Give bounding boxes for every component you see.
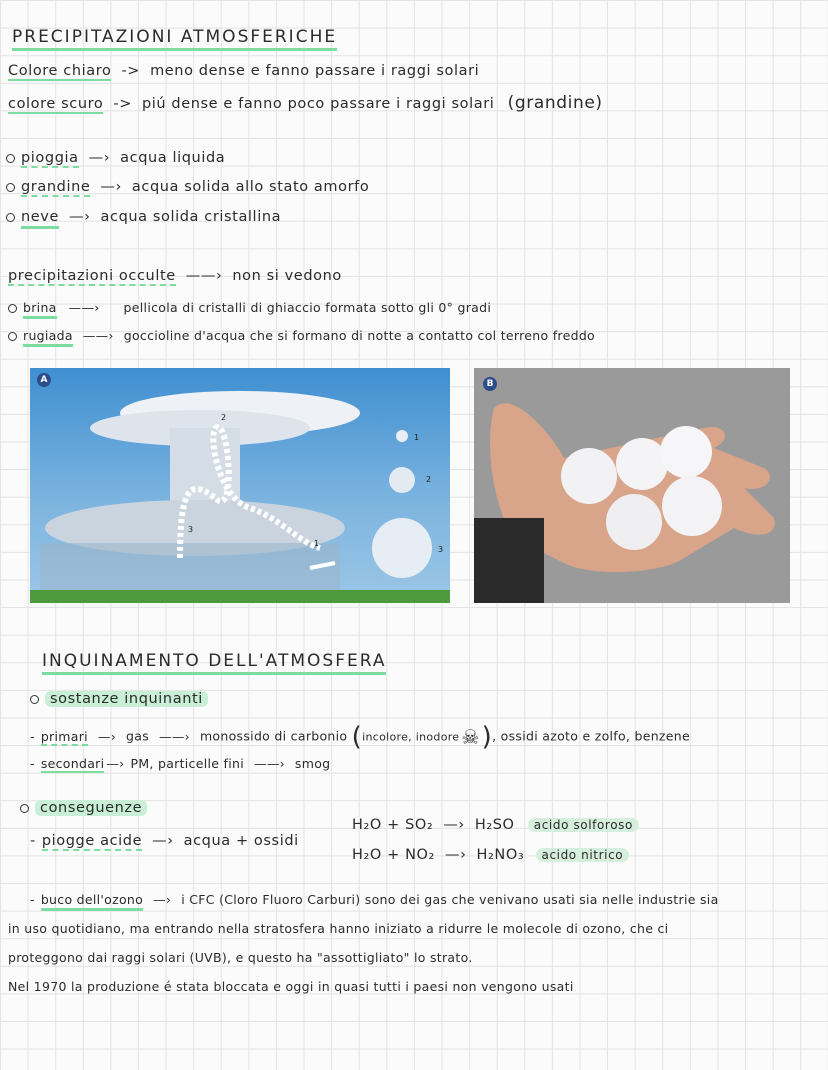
arrow: —› xyxy=(100,179,122,195)
arrow: ——› xyxy=(254,756,285,771)
rain-area xyxy=(40,543,340,593)
equation-1 xyxy=(352,817,639,833)
arrow: —› xyxy=(444,847,467,863)
hailstone xyxy=(660,426,712,478)
dark-color-text: piú dense e fanno poco passare i raggi solari xyxy=(141,96,495,112)
occult-title-line xyxy=(8,268,342,284)
ozone-line-2: in uso quotidiano, ma entrando nella stratosfera hanno iniziato a ridurre le molecole di ozono, che ci xyxy=(8,921,669,936)
wristwatch xyxy=(474,518,544,603)
secondari-rest: smog xyxy=(294,756,331,771)
hailstone-stage-3 xyxy=(372,518,432,578)
primari-label: primari xyxy=(40,728,88,744)
type-item xyxy=(6,179,369,195)
primari-gas: gas xyxy=(126,728,150,744)
bullet-icon xyxy=(8,332,17,341)
figure-badge-a: A xyxy=(37,373,51,387)
eq1-right: H₂SO xyxy=(474,817,515,833)
stage-label-2: 2 xyxy=(426,475,432,484)
type-item xyxy=(6,209,281,225)
acid-rain-text: acqua + ossidi xyxy=(183,833,299,849)
arrow: —› xyxy=(152,833,174,849)
arrow: —› xyxy=(106,756,125,771)
bullet-icon xyxy=(6,213,15,222)
arrow: —› xyxy=(69,209,91,225)
light-color-label: Colore chiaro xyxy=(8,63,112,79)
primari-text: monossido di carbonio xyxy=(199,728,348,744)
eq2-right: H₂NO₃ xyxy=(476,847,525,863)
secondari-label: secondari xyxy=(40,756,105,771)
occult-item-text: pellicola di cristalli di ghiaccio formata sotto gli 0° gradi xyxy=(123,300,492,315)
stage-label-3: 3 xyxy=(438,545,444,554)
primari-note: incolore, inodore xyxy=(362,730,460,744)
bullet-icon xyxy=(20,804,29,813)
secondari-text: PM, particelle fini xyxy=(130,756,245,771)
skull-icon: ☠ xyxy=(461,725,480,749)
eq2-name: acido nitrico xyxy=(536,848,630,862)
hailstone-stage-1 xyxy=(396,430,408,442)
occult-title: precipitazioni occulte xyxy=(8,268,176,284)
label-3: 3 xyxy=(188,525,194,534)
eq2-left: H₂O + NO₂ xyxy=(352,847,435,863)
bullet-icon xyxy=(6,154,15,163)
dark-color-note: (grandine) xyxy=(507,93,603,113)
arrow: ——› xyxy=(159,728,190,744)
primari-rest: ossidi azoto e zolfo, benzene xyxy=(500,728,690,744)
hailstone xyxy=(561,448,617,504)
label-1: 1 xyxy=(314,539,320,548)
type-text: acqua solida cristallina xyxy=(100,209,282,225)
arrow: ——› xyxy=(185,268,223,284)
type-label: neve xyxy=(21,209,59,229)
arrow: —› xyxy=(88,150,111,166)
ozone-line-1: - buco dell'ozono —› i CFC (Cloro Fluoro Carburi) sono dei gas che venivano usati sia nelle industrie sia xyxy=(30,892,719,907)
arrow: —› xyxy=(97,728,117,744)
hail-formation-diagram xyxy=(30,368,450,603)
dark-color-label: colore scuro xyxy=(8,96,104,112)
occult-item xyxy=(8,300,491,315)
acid-rain-line: - piogge acide —› acqua + ossidi xyxy=(30,833,299,849)
acid-rain-label: piogge acide xyxy=(41,833,143,849)
equation-2 xyxy=(352,847,629,863)
occult-item xyxy=(8,328,595,343)
type-text: acqua solida allo stato amorfo xyxy=(131,179,370,195)
occult-label: brina xyxy=(23,300,57,319)
occult-label: rugiada xyxy=(23,328,73,347)
light-color-line xyxy=(8,63,479,79)
type-label: grandine xyxy=(21,179,91,195)
bullet-icon xyxy=(8,304,17,313)
arrow: -> xyxy=(113,96,132,112)
bullet-icon xyxy=(30,695,39,704)
hailstone xyxy=(606,494,662,550)
primari-line: - primari —› gas ——› monossido di carbonio (incolore, inodore ☠), ossidi azoto e zolfo, benzene xyxy=(30,722,690,752)
eq1-left: H₂O + SO₂ xyxy=(352,817,434,833)
arrow: -> xyxy=(121,63,141,79)
type-item xyxy=(6,150,225,166)
type-label: pioggia xyxy=(21,150,79,166)
section-title-inquinamento: INQUINAMENTO DELL'ATMOSFERA xyxy=(42,651,386,671)
dark-color-line xyxy=(8,93,603,113)
occult-text: non si vedono xyxy=(232,268,342,284)
hailstone xyxy=(616,438,668,490)
pollutants-heading: sostanze inquinanti xyxy=(30,691,208,707)
hailstones-photo-svg xyxy=(474,368,790,603)
secondari-line: - secondari —› PM, particelle fini ——› smog xyxy=(30,756,331,771)
arrow: —› xyxy=(443,817,465,833)
section-title-precipitazioni: PRECIPITAZIONI ATMOSFERICHE xyxy=(12,27,337,47)
arrow: —› xyxy=(153,892,172,907)
occult-item-text: goccioline d'acqua che si formano di notte a contatto col terreno freddo xyxy=(123,328,595,343)
label-2: 2 xyxy=(221,413,227,422)
hailstone xyxy=(662,476,722,536)
ozone-label: buco dell'ozono xyxy=(41,892,143,911)
ground xyxy=(30,590,450,603)
hailstone-stage-2 xyxy=(389,467,415,493)
ozone-line-4: Nel 1970 la produzione é stata bloccata e oggi in quasi tutti i paesi non vengono usati xyxy=(8,979,574,994)
hail-diagram-svg xyxy=(30,368,450,603)
stage-label-1: 1 xyxy=(414,433,420,442)
arrow: ——› xyxy=(82,328,114,343)
hailstones-photo xyxy=(474,368,790,603)
ozone-line-3: proteggono dai raggi solari (UVB), e questo ha "assottigliato" lo strato. xyxy=(8,950,473,965)
type-text: acqua liquida xyxy=(120,150,226,166)
eq1-name: acido solforoso xyxy=(528,818,639,832)
consequences-heading: conseguenze xyxy=(20,800,147,816)
arrow: ——› xyxy=(68,300,100,315)
bullet-icon xyxy=(6,183,15,192)
ozone-text-1: i CFC (Cloro Fluoro Carburi) sono dei gas che venivano usati sia nelle industrie sia xyxy=(181,892,719,907)
figure-badge-b: B xyxy=(483,377,497,391)
light-color-text: meno dense e fanno passare i raggi solari xyxy=(150,63,480,79)
